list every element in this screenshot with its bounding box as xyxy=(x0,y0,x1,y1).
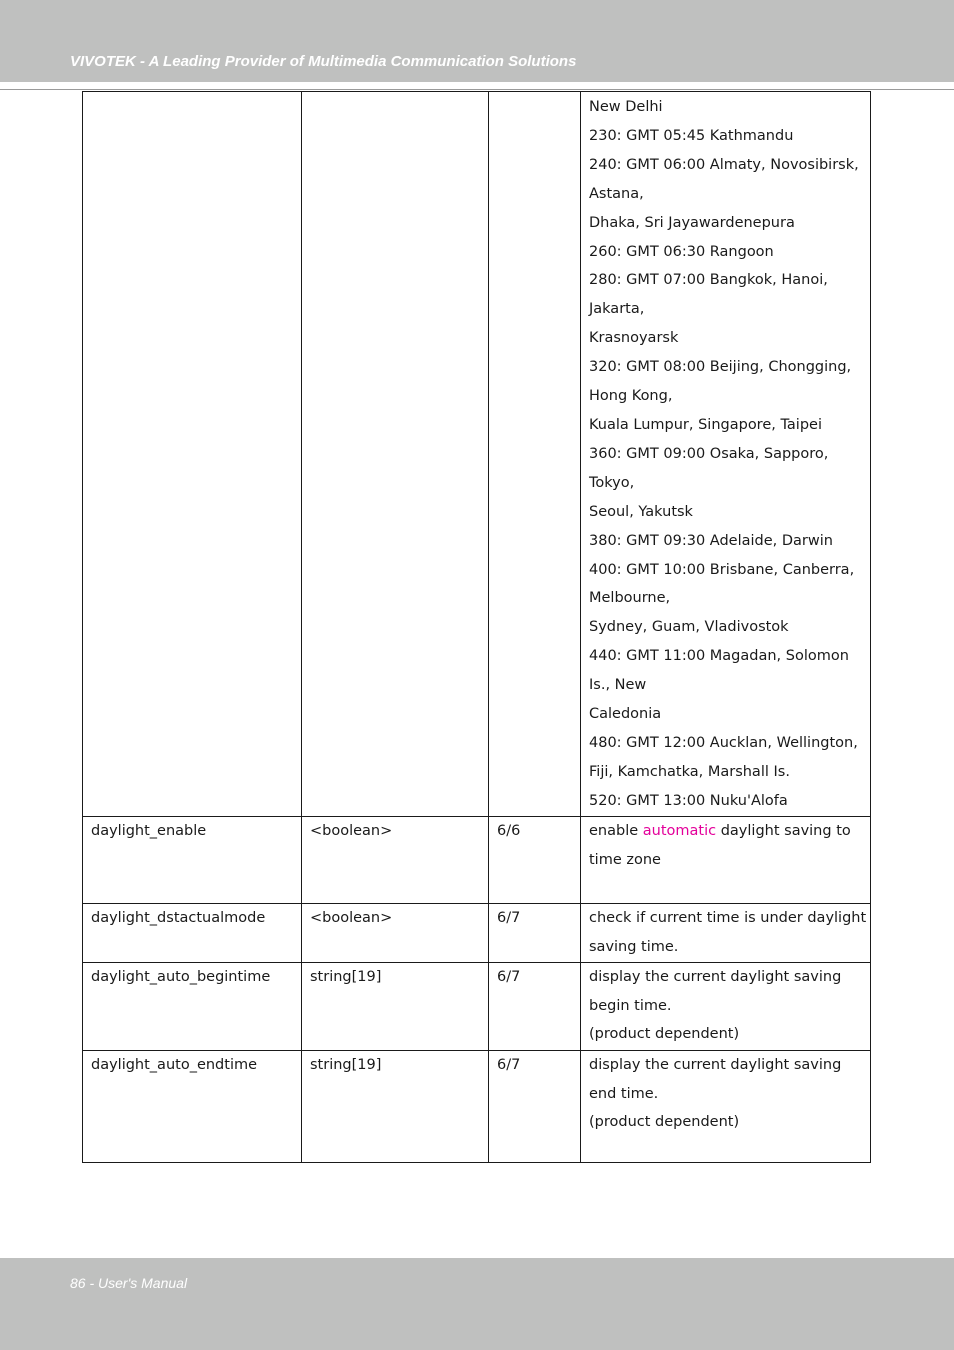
description-line: New Delhi xyxy=(589,99,663,115)
description-line: Hong Kong, xyxy=(589,388,673,405)
cell-name xyxy=(83,92,302,817)
description-line: 380: GMT 09:30 Adelaide, Darwin xyxy=(589,532,833,549)
cell-security: 6/7 xyxy=(489,903,581,962)
description-line: begin time. xyxy=(589,997,672,1014)
description-line: Tokyo, xyxy=(589,474,635,491)
table-row-daylight-dstactualmode xyxy=(83,903,871,962)
cell-name: daylight_auto_begintime xyxy=(83,962,302,1050)
parameter-table xyxy=(82,91,871,1163)
cell-description xyxy=(581,1050,871,1162)
cell-value: <boolean> xyxy=(302,816,489,903)
description-line: 280: GMT 07:00 Bangkok, Hanoi, xyxy=(589,272,828,289)
description-line: 260: GMT 06:30 Rangoon xyxy=(589,243,774,260)
description-line: 520: GMT 13:00 Nuku'Alofa xyxy=(589,792,788,809)
header-title: VIVOTEK - A Leading Provider of Multimedia Communication Solutions xyxy=(70,53,577,70)
description-line: Fiji, Kamchatka, Marshall Is. xyxy=(589,763,790,780)
description-line: 400: GMT 10:00 Brisbane, Canberra, xyxy=(589,561,855,578)
description-line: display the current daylight saving xyxy=(589,968,842,985)
description-line: saving time. xyxy=(589,938,679,955)
description-line: Seoul, Yakutsk xyxy=(589,503,693,520)
description-line: Astana, xyxy=(589,185,644,202)
cell-value: string[19] xyxy=(302,962,489,1050)
cell-description xyxy=(581,903,871,962)
description-line: Melbourne, xyxy=(589,590,671,607)
description-text: enable xyxy=(589,822,643,839)
cell-name: daylight_enable xyxy=(83,816,302,903)
table-row-timezone-continued xyxy=(83,92,871,817)
cell-security: 6/7 xyxy=(489,962,581,1050)
cell-name: daylight_auto_endtime xyxy=(83,1050,302,1162)
description-line: (product dependent) xyxy=(589,1026,740,1043)
page-footer xyxy=(0,1258,954,1350)
cell-value: string[19] xyxy=(302,1050,489,1162)
description-line: Jakarta, xyxy=(589,301,645,318)
description-line: display the current daylight saving xyxy=(589,1056,842,1073)
cell-description xyxy=(581,92,871,817)
description-line: Sydney, Guam, Vladivostok xyxy=(589,619,789,636)
cell-value: <boolean> xyxy=(302,903,489,962)
description-line: time zone xyxy=(589,851,661,868)
description-line: 240: GMT 06:00 Almaty, Novosibirsk, xyxy=(589,156,859,173)
header-divider xyxy=(0,89,954,90)
description-line: Dhaka, Sri Jayawardenepura xyxy=(589,214,795,231)
description-line: (product dependent) xyxy=(589,1114,740,1131)
cell-security: 6/6 xyxy=(489,816,581,903)
table-row-daylight-auto-endtime xyxy=(83,1050,871,1162)
description-line: 320: GMT 08:00 Beijing, Chongging, xyxy=(589,359,852,376)
description-line: check if current time is under daylight xyxy=(589,909,867,926)
description-line: Krasnoyarsk xyxy=(589,330,679,347)
table-row-daylight-auto-begintime xyxy=(83,962,871,1050)
cell-security xyxy=(489,92,581,817)
cell-description xyxy=(581,816,871,903)
description-line: 360: GMT 09:00 Osaka, Sapporo, xyxy=(589,445,829,462)
description-text: daylight saving to xyxy=(716,822,851,839)
cell-value xyxy=(302,92,489,817)
description-line: Is., New xyxy=(589,677,647,694)
cell-name: daylight_dstactualmode xyxy=(83,903,302,962)
highlighted-term: automatic xyxy=(642,822,717,839)
description-line: 230: GMT 05:45 Kathmandu xyxy=(589,127,794,144)
description-line: Kuala Lumpur, Singapore, Taipei xyxy=(589,416,822,433)
cell-description xyxy=(581,962,871,1050)
description-line: 440: GMT 11:00 Magadan, Solomon xyxy=(589,648,849,665)
description-line: Caledonia xyxy=(589,706,662,723)
description-line: 480: GMT 12:00 Aucklan, Wellington, xyxy=(589,734,858,751)
page-header xyxy=(0,0,954,82)
footer-page-label: 86 - User's Manual xyxy=(70,1275,188,1291)
description-line: end time. xyxy=(589,1085,659,1102)
description-line xyxy=(589,817,864,846)
cell-security: 6/7 xyxy=(489,1050,581,1162)
table-row-daylight-enable xyxy=(83,816,871,903)
